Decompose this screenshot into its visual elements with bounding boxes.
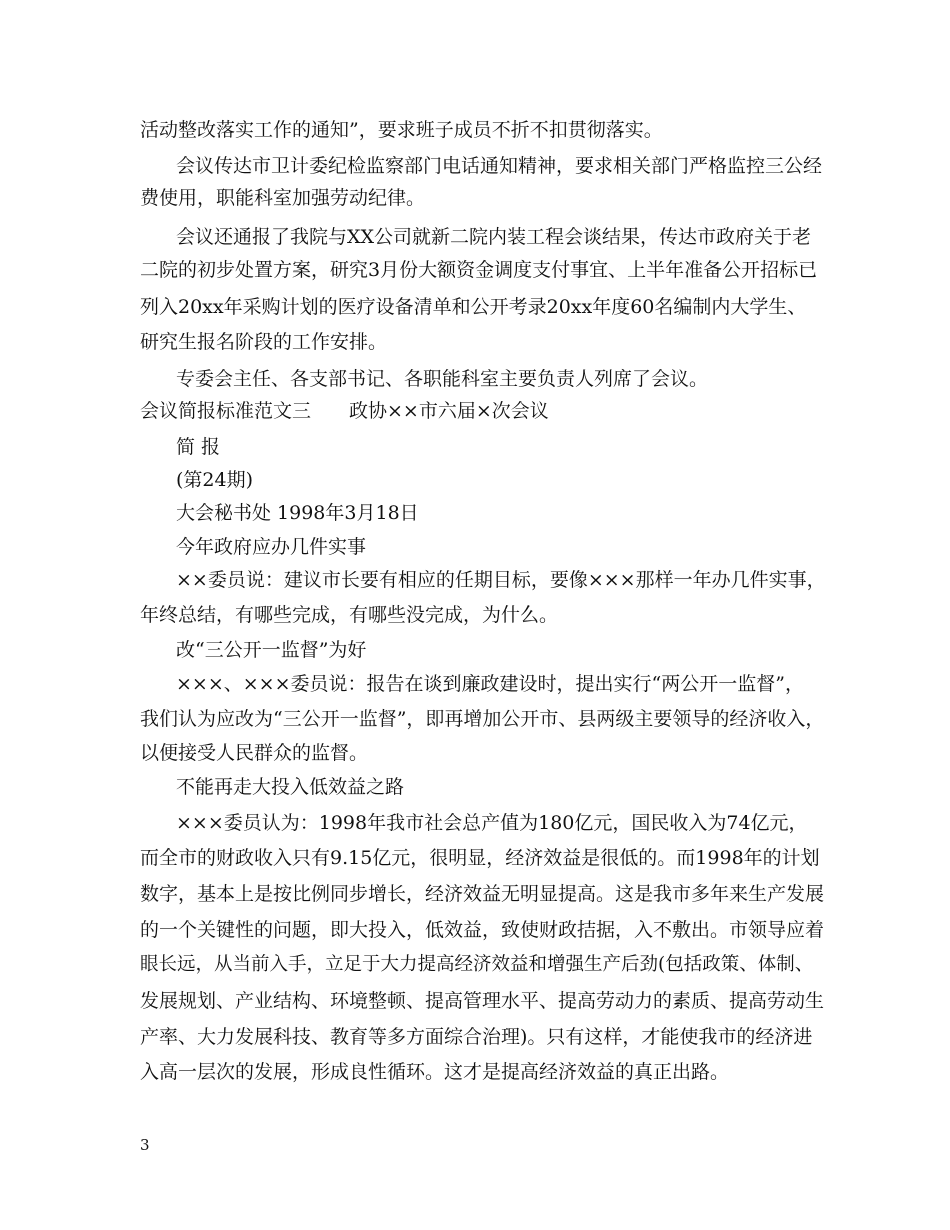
text-line: 的一个关键性的问题，即大投入，低效益，致使财政拮据，入不敷出。市领导应着 <box>140 919 825 941</box>
text-line: 年终总结，有哪些完成，有哪些没完成，为什么。 <box>140 604 559 626</box>
subheading: 今年政府应办几件实事 <box>176 536 367 558</box>
subheading: 不能再走大投入低效益之路 <box>176 776 405 798</box>
text-line: 专委会主任、各支部书记、各职能科室主要负责人列席了会议。 <box>176 368 709 390</box>
text-line: 发展规划、产业结构、环境整顿、提高管理水平、提高劳动力的素质、提高劳动生 <box>140 990 825 1012</box>
text-line: 以便接受人民群众的监督。 <box>140 742 369 764</box>
text-line: 费使用，职能科室加强劳动纪律。 <box>140 187 426 209</box>
text-line: 而全市的财政收入只有9.15亿元，很明显，经济效益是很低的。而1998年的计划 <box>140 847 820 869</box>
text-line: 二院的初步处置方案，研究3月份大额资金调度支付事宜、上半年准备公开招标已 <box>140 259 818 281</box>
text-line: ××委员说：建议市长要有相应的任期目标，要像×××那样一年办几件实事， <box>176 569 826 591</box>
text-line: 入高一层次的发展，形成良性循环。这才是提高经济效益的真正出路。 <box>140 1061 730 1083</box>
text-line: 产率、大力发展科技、教育等多方面综合治理)。只有这样，才能使我市的经济进 <box>140 1026 813 1048</box>
text-line: 研究生报名阶段的工作安排。 <box>140 331 388 353</box>
text-line: 眼长远，从当前入手，立足于大力提高经济效益和增强生产后劲(包括政策、体制、 <box>140 954 814 975</box>
bulletin-title: 简 报 <box>176 436 221 458</box>
text-line: 数字，基本上是按比例同步增长，经济效益无明显提高。这是我市多年来生产发展 <box>140 883 825 905</box>
issue-number: (第24期) <box>176 469 254 491</box>
text-line: 活动整改落实工作的通知”，要求班子成员不折不扣贯彻落实。 <box>140 119 663 141</box>
issuer-date: 大会秘书处 1998年3月18日 <box>176 502 419 524</box>
page-number: 3 <box>140 1136 150 1154</box>
text-line: ×××、×××委员说：报告在谈到廉政建设时，提出实行“两公开一监督”， <box>176 673 804 695</box>
text-line: 我们认为应改为“三公开一监督”，即再增加公开市、县两级主要领导的经济收入， <box>140 708 825 730</box>
subheading: 改“三公开一监督”为好 <box>176 639 367 661</box>
text-line: 会议还通报了我院与XX公司就新二院内装工程会谈结果，传达市政府关于老 <box>176 226 812 248</box>
text-line: 列入20xx年采购计划的医疗设备清单和公开考录20xx年度60名编制内大学生、 <box>140 296 807 318</box>
section-heading: 会议简报标准范文三 政协××市六届×次会议 <box>140 400 549 422</box>
text-line: 会议传达市卫计委纪检监察部门电话通知精神，要求相关部门严格监控三公经 <box>176 155 823 177</box>
text-line: ×××委员认为：1998年我市社会总产值为180亿元，国民收入为74亿元， <box>176 812 808 834</box>
